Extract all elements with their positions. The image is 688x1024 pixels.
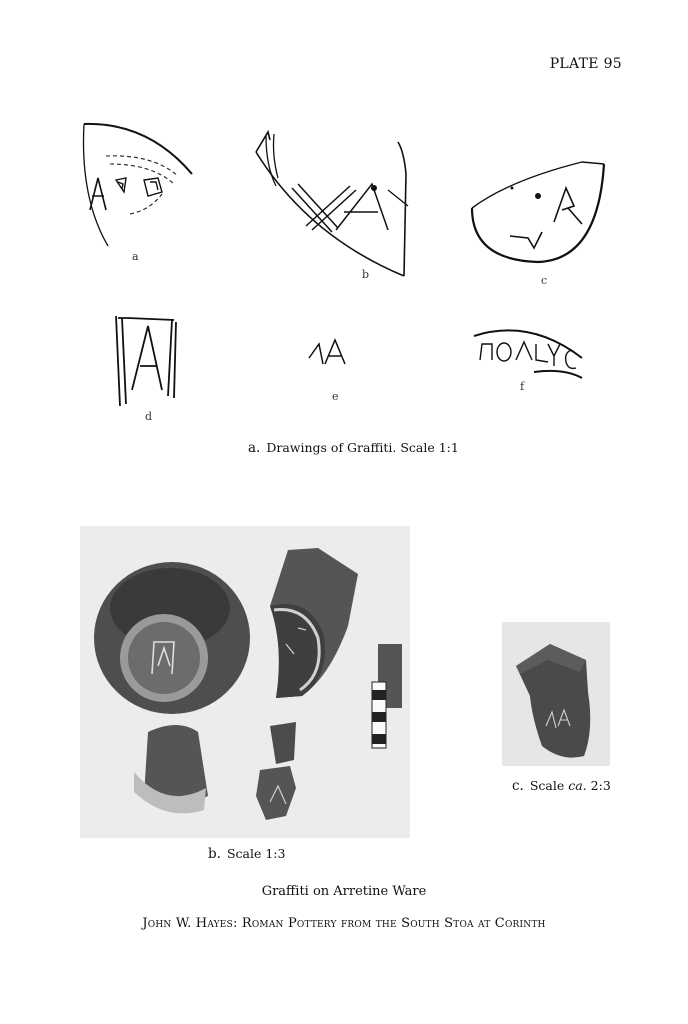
drawing-e-label: e	[332, 390, 339, 403]
photo-c-caption-letter: c.	[512, 778, 524, 794]
photo-b-caption-letter: b.	[208, 846, 221, 862]
drawing-e	[305, 334, 355, 374]
photo-b	[80, 526, 410, 838]
plate-credit-text: John W. Hayes: Roman Pottery from the South Stoa at Corinth	[142, 916, 546, 931]
photo-c-caption-prefix: Scale	[529, 778, 569, 793]
plate-credit	[0, 916, 688, 931]
drawing-d	[108, 310, 188, 410]
plate-title: Graffiti on Arretine Ware	[261, 884, 427, 899]
plate-number: PLATE 95	[549, 56, 622, 72]
photo-c-caption-suffix: 2:3	[586, 778, 611, 793]
drawing-d-label: d	[145, 410, 153, 423]
drawings-caption-letter: a.	[248, 440, 261, 456]
scale-bar	[372, 682, 386, 748]
drawings-caption	[248, 440, 459, 456]
photo-c	[502, 622, 610, 766]
photo-b-sherds	[80, 526, 410, 838]
photo-b-caption-text: Scale 1:3	[226, 846, 286, 861]
drawing-c-label: c	[541, 274, 548, 287]
photo-b-caption	[208, 846, 285, 862]
drawing-a	[78, 118, 198, 253]
drawing-f	[470, 322, 590, 382]
drawings-caption-text: Drawings of Graffiti. Scale 1:1	[266, 440, 459, 455]
photo-c-sherd	[502, 622, 610, 766]
drawing-c	[470, 150, 610, 270]
drawing-a-label: a	[132, 250, 139, 263]
drawing-b	[248, 126, 410, 281]
photo-c-caption-em: ca.	[568, 778, 587, 793]
drawing-f-label: f	[520, 380, 525, 393]
photo-c-caption	[512, 778, 611, 794]
drawing-b-label: b	[362, 268, 370, 281]
